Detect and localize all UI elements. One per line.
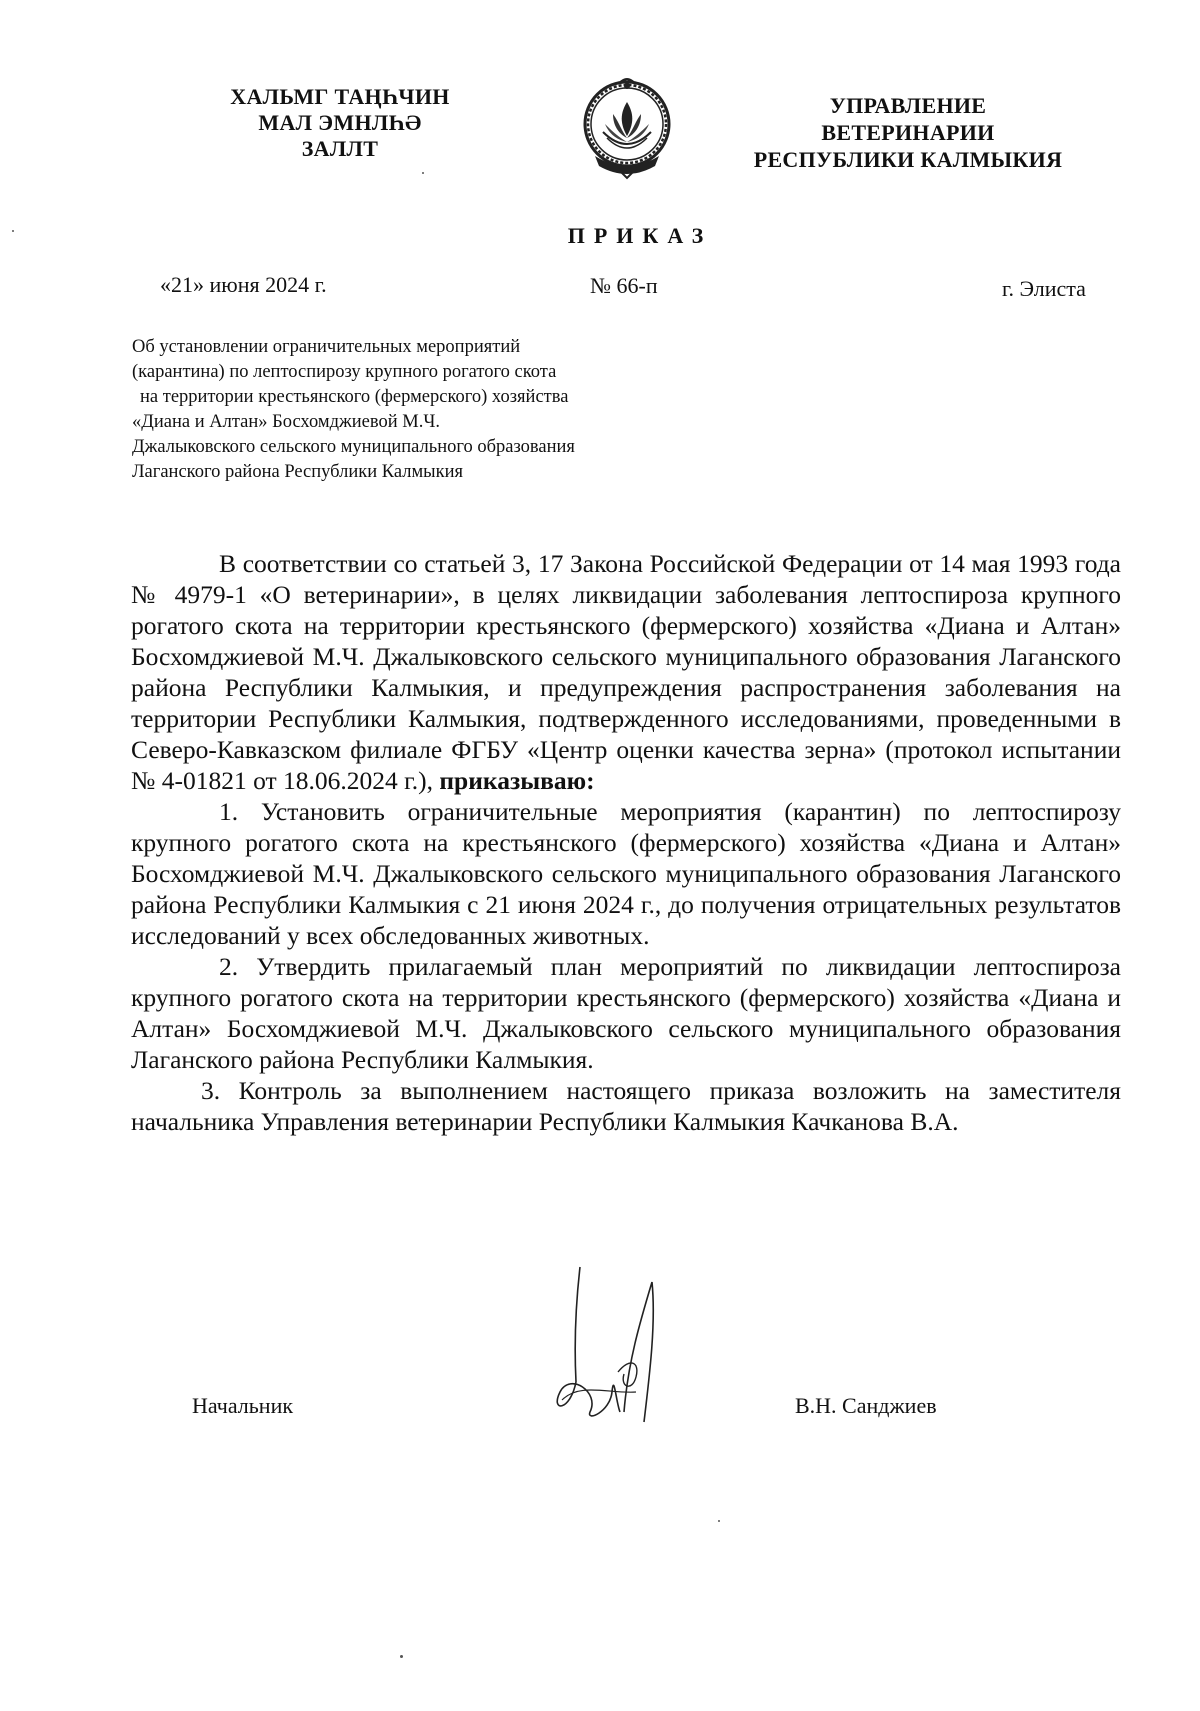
signatory-name: В.Н. Санджиев [795, 1393, 937, 1418]
org-name-russian-line-3: РЕСПУБЛИКИ КАЛМЫКИЯ [753, 147, 1063, 172]
subject-line: «Диана и Алтан» Босхомджиевой М.Ч. [132, 412, 440, 432]
org-name-russian-line-2: ВЕТЕРИНАРИИ [821, 120, 995, 145]
org-name-kalmyk-line-1: ХАЛЬМГ ТАҢҺЧИН [230, 84, 450, 109]
order-word: приказываю: [439, 766, 595, 795]
document-number: № 66-п [590, 273, 658, 298]
coat-of-arms-icon [577, 72, 677, 184]
org-name-kalmyk [190, 84, 490, 162]
subject-line: Об установлении ограничительных мероприятий [132, 337, 521, 357]
order-item-3: 3. Контроль за выполнением настоящего приказа возложить на заместителя начальника Управления ветеринарии Республики Калмыкия Качканова В.А. [131, 1076, 1121, 1136]
scan-speck [400, 1655, 403, 1658]
document-type-heading: ПРИКАЗ [567, 223, 713, 248]
org-name-kalmyk-line-3: ЗАЛЛТ [301, 136, 379, 161]
subject-line: Лаганского района Республики Калмыкия [132, 462, 463, 482]
signatory-title: Начальник [192, 1393, 294, 1418]
subject-line: на территории крестьянского (фермерского) хозяйства [140, 387, 569, 407]
scan-speck [12, 230, 14, 232]
intro-text: В соответствии со статьей 3, 17 Закона Российской Федерации от 14 мая 1993 года № 4979-1 «О ветеринарии», в целях ликвидации заболевания лептоспироза крупного рогатого скота на территории крестьянского (фермерского) хозяйства «Диана и Алтан» Босхомджиевой М.Ч. Джалыковского сельского муниципального образования Лаганского района Республики Калмыкия, и предупреждения распространения заболевания на территории Республики Калмыкия, подтвержденного исследованиями, проведенными в Северо-Кавказском филиале ФГБУ «Центр оценки качества зерна» (протокол испытании № 4-01821 от 18.06.2024 г.), [131, 549, 1121, 795]
scan-speck [422, 172, 424, 174]
document-city: г. Элиста [1002, 276, 1086, 301]
org-name-russian-line-1: УПРАВЛЕНИЕ [829, 93, 987, 118]
intro-paragraph [131, 548, 1121, 796]
document-body [131, 548, 1121, 1137]
org-name-kalmyk-line-2: МАЛ ЭМНЛҺӘ [258, 110, 422, 135]
document-date: «21» июня 2024 г. [160, 272, 327, 297]
subject-line: Джалыковского сельского муниципального образования [132, 437, 575, 457]
order-item-2: 2. Утвердить прилагаемый план мероприятий по ликвидации лептоспироза крупного рогатого скота на территории крестьянского (фермерского) хозяйства «Диана и Алтан» Босхомджиевой М.Ч. Джалыковского сельского муниципального образования Лаганского района Республики Калмыкия. [131, 952, 1121, 1074]
handwritten-signature-icon [540, 1262, 690, 1432]
scan-speck [718, 1520, 720, 1522]
document-subject [132, 335, 752, 485]
order-item-1: 1. Установить ограничительные мероприятия (карантин) по лептоспирозу крупного рогатого скота на крестьянского (фермерского) хозяйства «Диана и Алтан» Босхомджиевой М.Ч. Джалыковского сельского муниципального образования Лаганского района Республики Калмыкия с 21 июня 2024 г., до получения отрицательных результатов исследований у всех обследованных животных. [131, 797, 1121, 950]
subject-line: (карантина) по лептоспирозу крупного рогатого скота [132, 362, 557, 382]
org-name-russian [738, 92, 1078, 173]
